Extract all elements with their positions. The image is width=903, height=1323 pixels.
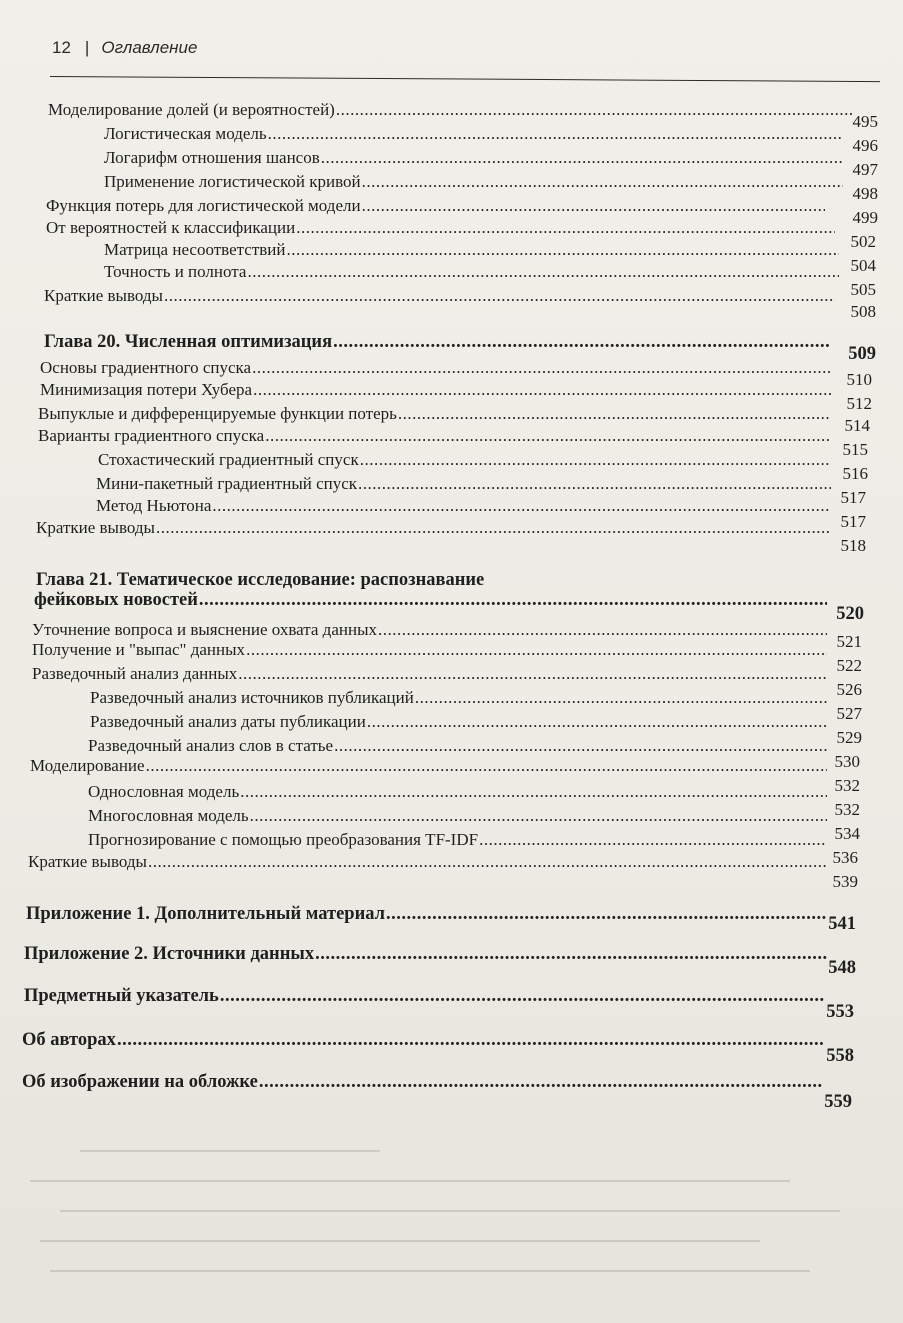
toc-entry-page: 529 <box>836 728 862 747</box>
header-title: Оглавление <box>101 38 198 57</box>
toc-entry-label: Основы градиентного спуска <box>40 358 252 377</box>
toc-entry <box>88 806 828 826</box>
toc-entry-label: Функция потерь для логистической модели <box>46 196 361 215</box>
toc-entry-label: Точность и полнота <box>104 262 247 281</box>
toc-entry <box>28 872 858 892</box>
toc-entry-label: Уточнение вопроса и выяснение охвата данных <box>32 620 377 639</box>
toc-entry-page: 517 <box>840 512 866 531</box>
toc-entry-label: Приложение 2. Источники данных <box>24 944 315 964</box>
toc-entry-page: 510 <box>846 370 872 389</box>
toc-entry-page: 520 <box>836 604 864 624</box>
toc-entry-label: Применение логистической кривой <box>104 172 361 191</box>
leader-dots <box>240 782 827 802</box>
appendix-entry <box>24 944 856 978</box>
toc-entry-label: Разведочный анализ даты публикации <box>90 712 366 731</box>
leader-dots <box>148 852 827 872</box>
toc-entry-page: 558 <box>826 1046 854 1066</box>
toc-entry-page: 496 <box>852 136 878 155</box>
toc-entry-page: 497 <box>852 160 878 179</box>
toc-entry-label: Предметный указатель <box>24 986 219 1006</box>
toc-entry-label: Метод Ньютона <box>96 496 212 515</box>
toc-entry-label: фейковых новостей <box>34 590 198 610</box>
toc-entry-label: Логистическая модель <box>104 124 267 143</box>
toc-entry-page: 541 <box>828 914 856 934</box>
leader-dots <box>259 1072 823 1092</box>
leader-dots <box>156 518 831 538</box>
toc-entry-label: Прогнозирование с помощью преобразования TF-IDF <box>88 830 479 849</box>
toc-entry-label: Многословная модель <box>88 806 249 825</box>
cover-entry <box>22 1072 852 1112</box>
toc-entry-label: Об авторах <box>22 1030 116 1050</box>
toc-entry-page: 527 <box>836 704 862 723</box>
toc-entry-page: 559 <box>824 1092 852 1112</box>
toc-entry-page: 548 <box>828 958 856 978</box>
toc-entry-label: Об изображении на обложке <box>22 1072 258 1092</box>
appendix-entry <box>26 904 856 934</box>
toc-entry-page: 504 <box>850 256 876 275</box>
toc-entry-label: Моделирование <box>30 756 145 775</box>
page-number: 12 <box>52 38 71 57</box>
toc-entry <box>28 852 828 872</box>
toc-entry <box>104 262 840 282</box>
leader-dots <box>247 262 839 282</box>
toc-entry-page: 536 <box>832 848 858 867</box>
toc-entry <box>88 782 828 802</box>
toc-entry-page: 532 <box>834 776 860 795</box>
toc-entry-label: Логарифм отношения шансов <box>104 148 320 167</box>
toc-entry-label: Выпуклые и дифференцируемые функции потерь <box>38 404 397 423</box>
toc-entry-label: Матрица несоответствий <box>104 240 286 259</box>
toc-entry-label: От вероятностей к классификации <box>46 218 296 237</box>
toc-entry-label: Моделирование долей (и вероятностей) <box>48 100 335 119</box>
leader-dots <box>117 1030 825 1050</box>
leader-dots <box>479 830 827 850</box>
toc-entry-page: 521 <box>836 632 862 651</box>
toc-entry-page: 530 <box>834 752 860 771</box>
chapter-heading: Глава 21. Тематическое исследование: распознавание <box>36 570 485 590</box>
toc-entry-page: 526 <box>836 680 862 699</box>
toc-entry-label: Разведочный анализ данных <box>32 664 238 683</box>
toc-entry-page: 508 <box>850 302 876 321</box>
toc-entry-label: Минимизация потери Хубера <box>40 380 253 399</box>
toc-entry-label: Получение и "выпас" данных <box>32 640 246 659</box>
toc-entry-label: Краткие выводы <box>44 286 163 305</box>
authors-entry <box>22 1030 854 1066</box>
toc-entry-page: 515 <box>842 440 868 459</box>
leader-dots <box>220 986 825 1006</box>
toc-entry-page: 499 <box>852 208 878 227</box>
toc-entry-page: 509 <box>848 344 876 364</box>
index-entry <box>24 986 854 1022</box>
toc-entry-page: 522 <box>836 656 862 675</box>
toc-entry-page: 498 <box>852 184 878 203</box>
toc-entry-page: 495 <box>852 112 878 131</box>
toc-entry-page: 534 <box>834 824 860 843</box>
toc-entry-label: Приложение 1. Дополнительный материал <box>26 904 386 924</box>
toc-entry-label: Разведочный анализ слов в статье <box>88 736 334 755</box>
toc-entry-page: 539 <box>832 872 858 891</box>
toc-entry-page: 505 <box>850 280 876 299</box>
leader-dots <box>146 756 827 776</box>
toc-entry <box>36 518 832 538</box>
toc-entry-page: 514 <box>844 416 870 435</box>
toc-entry-label: Краткие выводы <box>36 518 155 537</box>
toc-entry-label: Краткие выводы <box>28 852 147 871</box>
toc-entry-label: Стохастический градиентный спуск <box>98 450 359 469</box>
toc-entry <box>44 302 876 322</box>
toc-entry-page: 553 <box>826 1002 854 1022</box>
toc-entry-label: Глава 20. Численная оптимизация <box>44 332 333 352</box>
leader-dots <box>315 944 827 964</box>
toc-entry-label: Мини-пакетный градиентный спуск <box>96 474 358 493</box>
toc-entry-page: 512 <box>846 394 872 413</box>
leader-dots <box>386 904 827 924</box>
toc-entry-page: 532 <box>834 800 860 819</box>
toc-entry-page: 502 <box>850 232 876 251</box>
leader-dots <box>250 806 827 826</box>
toc-entry-page: 516 <box>842 464 868 483</box>
toc-entry-label: Разведочный анализ источников публикаций <box>90 688 414 707</box>
toc-entry-label: Варианты градиентного спуска <box>38 426 265 445</box>
toc-entry <box>88 830 828 850</box>
toc-entry <box>36 536 866 556</box>
toc-entry-page: 518 <box>840 536 866 555</box>
toc-entry <box>30 756 828 776</box>
header-separator: | <box>84 38 90 57</box>
toc-entry-page: 517 <box>840 488 866 507</box>
toc-entry-label: Однословная модель <box>88 782 240 801</box>
